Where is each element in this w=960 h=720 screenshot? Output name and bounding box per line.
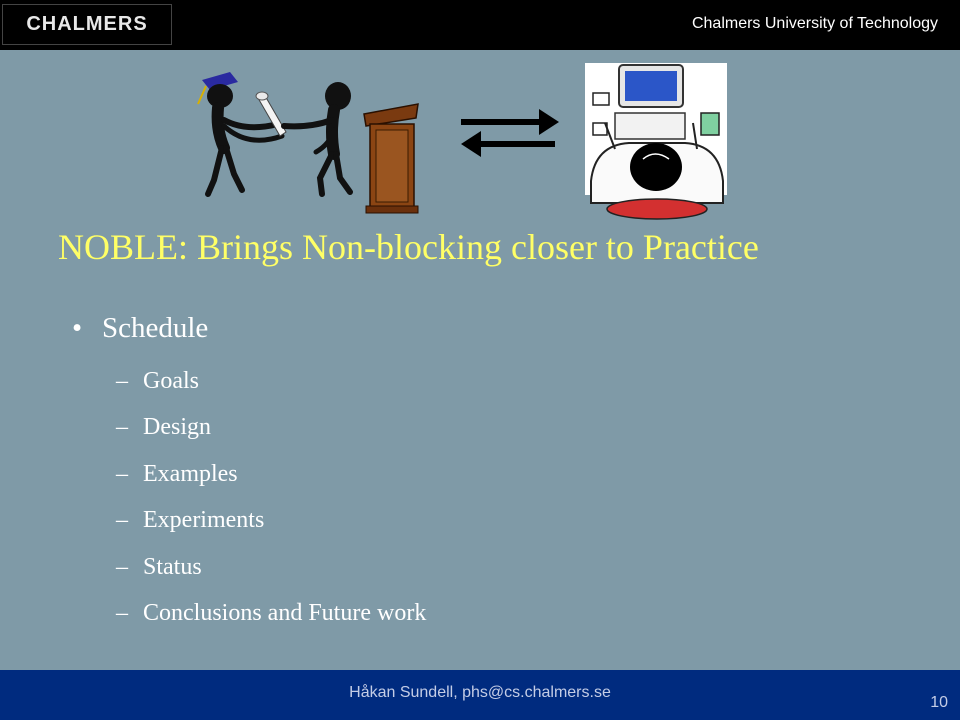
list-item: – Design [116, 414, 211, 441]
dash-icon: – [116, 507, 128, 534]
list-item: – Conclusions and Future work [116, 600, 427, 627]
list-item: – Experiments [116, 507, 265, 534]
chalmers-logo [2, 4, 172, 45]
slide-title: NOBLE: Brings Non-blocking closer to Practice [58, 227, 759, 267]
podium-icon [360, 100, 422, 215]
footer-author: Håkan Sundell, phs@cs.chalmers.se [349, 684, 611, 701]
graduation-handshake-icon [188, 70, 360, 205]
dash-icon: – [116, 414, 128, 441]
university-name: Chalmers University of Technology [691, 15, 938, 32]
schedule-heading [72, 312, 892, 356]
bullet-icon: • [72, 312, 83, 344]
dash-icon: – [116, 553, 128, 580]
list-item: – Examples [116, 460, 238, 487]
computer-user-icon [585, 63, 727, 221]
schedule-items [72, 358, 892, 637]
list-item: – Status [116, 553, 202, 580]
schedule-heading-text: Schedule [102, 312, 209, 344]
header-bar [0, 0, 960, 50]
dash-icon: – [116, 600, 128, 627]
footer-bar [0, 670, 960, 720]
exchange-arrows-icon [455, 105, 565, 160]
logo-text: CHALMERS [26, 13, 148, 35]
list-item: – Goals [116, 367, 199, 394]
dash-icon: – [116, 460, 128, 487]
dash-icon: – [116, 367, 128, 394]
schedule-list [72, 312, 892, 637]
page-number: 10 [930, 694, 948, 711]
